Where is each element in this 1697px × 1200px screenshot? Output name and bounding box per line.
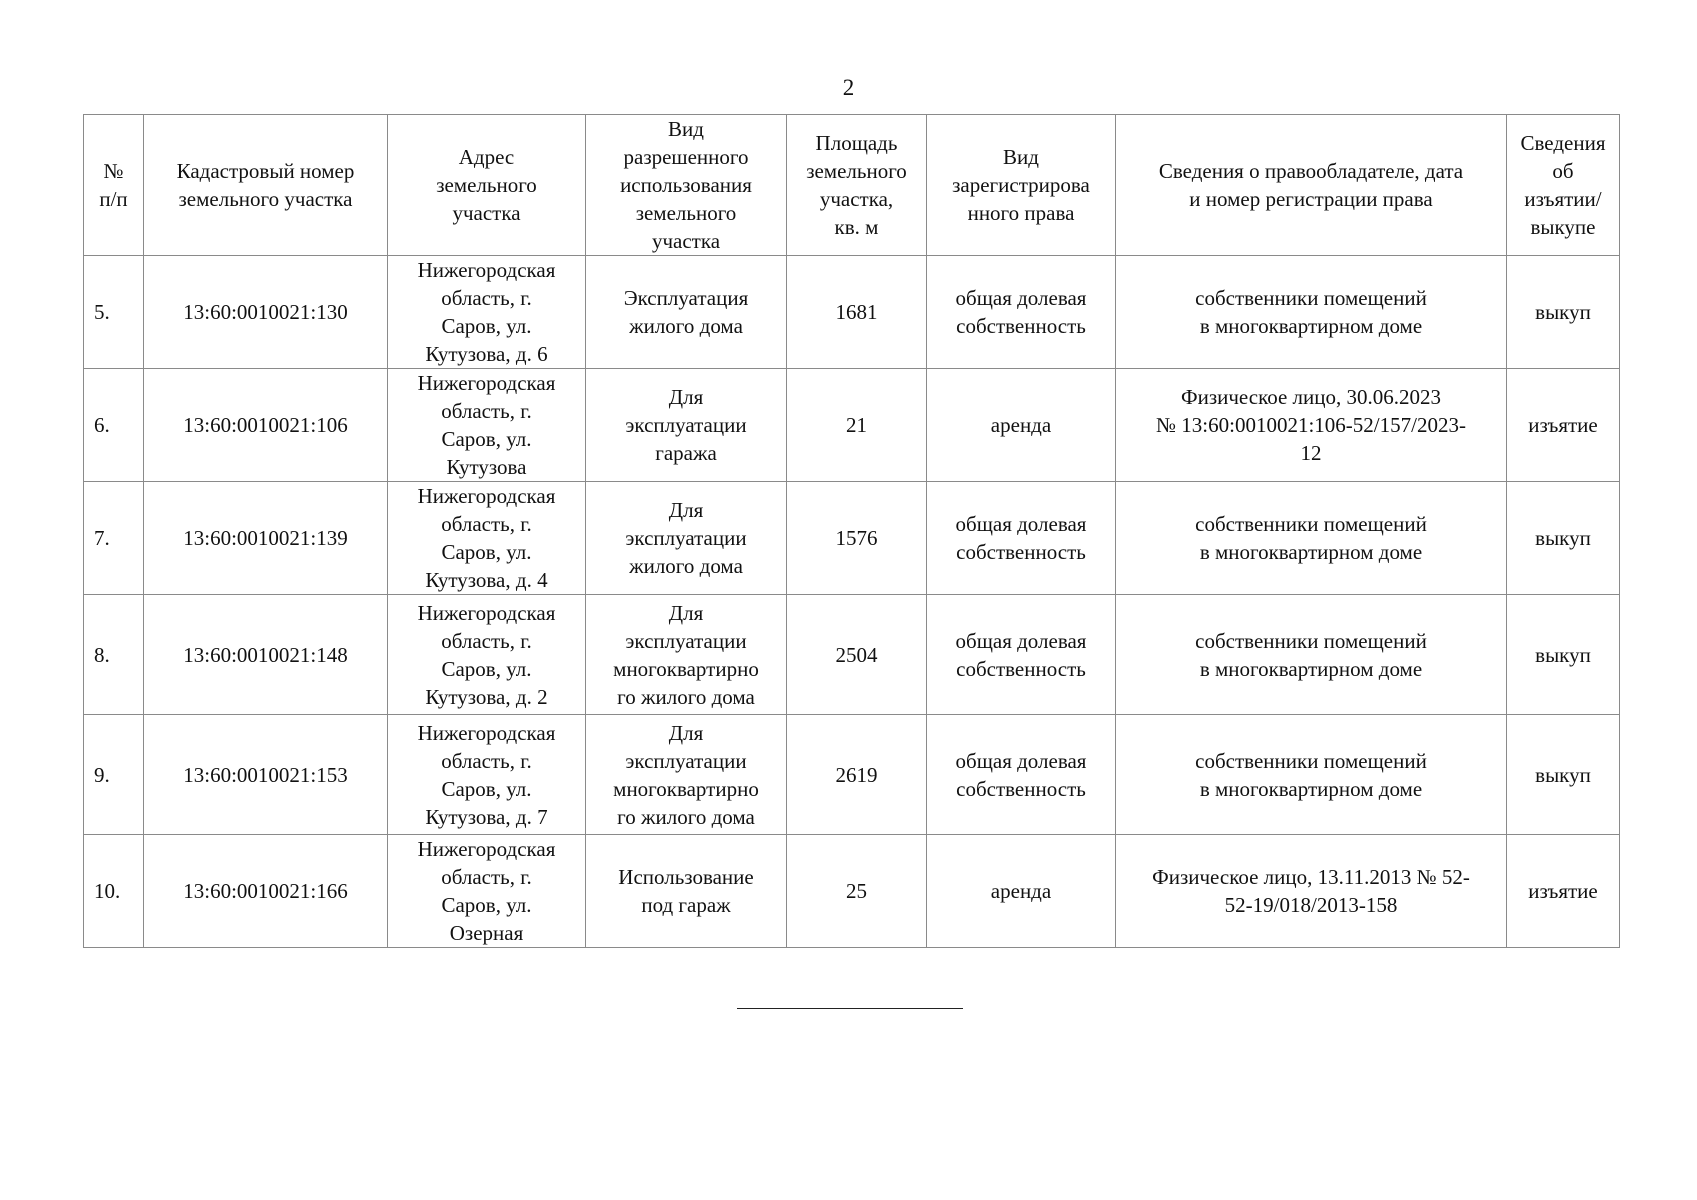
seizure-status: изъятие (1507, 835, 1620, 948)
plot-area: 1576 (787, 482, 927, 595)
plot-area: 21 (787, 369, 927, 482)
right-holder: собственники помещений в многоквартирном доме (1116, 482, 1507, 595)
cadastral-number: 13:60:0010021:153 (144, 715, 388, 835)
cadastral-number: 13:60:0010021:130 (144, 256, 388, 369)
header-permitted-use: Вид разрешенного использования земельного участка (586, 115, 787, 256)
row-number: 5. (84, 256, 144, 369)
right-type: общая долевая собственность (927, 595, 1116, 715)
permitted-use: Эксплуатация жилого дома (586, 256, 787, 369)
table-row (84, 369, 1620, 482)
header-area: Площадь земельного участка, кв. м (787, 115, 927, 256)
seizure-status: выкуп (1507, 595, 1620, 715)
cadastral-number: 13:60:0010021:139 (144, 482, 388, 595)
row-number: 8. (84, 595, 144, 715)
plot-address: Нижегородская область, г. Саров, ул. Кутузова (388, 369, 586, 482)
right-type: общая долевая собственность (927, 482, 1116, 595)
header-cadastral-number: Кадастровый номер земельного участка (144, 115, 388, 256)
row-number: 9. (84, 715, 144, 835)
land-plots-table (83, 114, 1620, 948)
plot-area: 2619 (787, 715, 927, 835)
end-of-document-rule (737, 1008, 963, 1009)
right-type: общая долевая собственность (927, 256, 1116, 369)
plot-address: Нижегородская область, г. Саров, ул. Кутузова, д. 4 (388, 482, 586, 595)
table-row (84, 835, 1620, 948)
table-row (84, 482, 1620, 595)
seizure-status: выкуп (1507, 482, 1620, 595)
right-holder: собственники помещений в многоквартирном доме (1116, 256, 1507, 369)
header-right-holder: Сведения о правообладателе, дата и номер регистрации права (1116, 115, 1507, 256)
right-holder: собственники помещений в многоквартирном доме (1116, 715, 1507, 835)
plot-address: Нижегородская область, г. Саров, ул. Кутузова, д. 7 (388, 715, 586, 835)
seizure-status: выкуп (1507, 715, 1620, 835)
plot-area: 2504 (787, 595, 927, 715)
plot-address: Нижегородская область, г. Саров, ул. Кутузова, д. 6 (388, 256, 586, 369)
permitted-use: Использование под гараж (586, 835, 787, 948)
header-address: Адрес земельного участка (388, 115, 586, 256)
table-row (84, 595, 1620, 715)
right-type: общая долевая собственность (927, 715, 1116, 835)
row-number: 7. (84, 482, 144, 595)
right-holder: собственники помещений в многоквартирном доме (1116, 595, 1507, 715)
table-header-row (84, 115, 1620, 256)
header-right-type: Вид зарегистрирова нного права (927, 115, 1116, 256)
page-number: 2 (842, 75, 855, 100)
right-holder: Физическое лицо, 30.06.2023 № 13:60:0010021:106-52/157/2023- 12 (1116, 369, 1507, 482)
permitted-use: Для эксплуатации многоквартирно го жилого дома (586, 715, 787, 835)
permitted-use: Для эксплуатации многоквартирно го жилого дома (586, 595, 787, 715)
seizure-status: выкуп (1507, 256, 1620, 369)
seizure-status: изъятие (1507, 369, 1620, 482)
cadastral-number: 13:60:0010021:106 (144, 369, 388, 482)
permitted-use: Для эксплуатации жилого дома (586, 482, 787, 595)
plot-address: Нижегородская область, г. Саров, ул. Озерная (388, 835, 586, 948)
header-number: № п/п (84, 115, 144, 256)
permitted-use: Для эксплуатации гаража (586, 369, 787, 482)
plot-address: Нижегородская область, г. Саров, ул. Кутузова, д. 2 (388, 595, 586, 715)
row-number: 6. (84, 369, 144, 482)
table-row (84, 715, 1620, 835)
right-holder: Физическое лицо, 13.11.2013 № 52- 52-19/018/2013-158 (1116, 835, 1507, 948)
header-seizure-status: Сведения об изъятии/ выкупе (1507, 115, 1620, 256)
row-number: 10. (84, 835, 144, 948)
table-row (84, 256, 1620, 369)
cadastral-number: 13:60:0010021:166 (144, 835, 388, 948)
cadastral-number: 13:60:0010021:148 (144, 595, 388, 715)
right-type: аренда (927, 369, 1116, 482)
plot-area: 1681 (787, 256, 927, 369)
plot-area: 25 (787, 835, 927, 948)
right-type: аренда (927, 835, 1116, 948)
